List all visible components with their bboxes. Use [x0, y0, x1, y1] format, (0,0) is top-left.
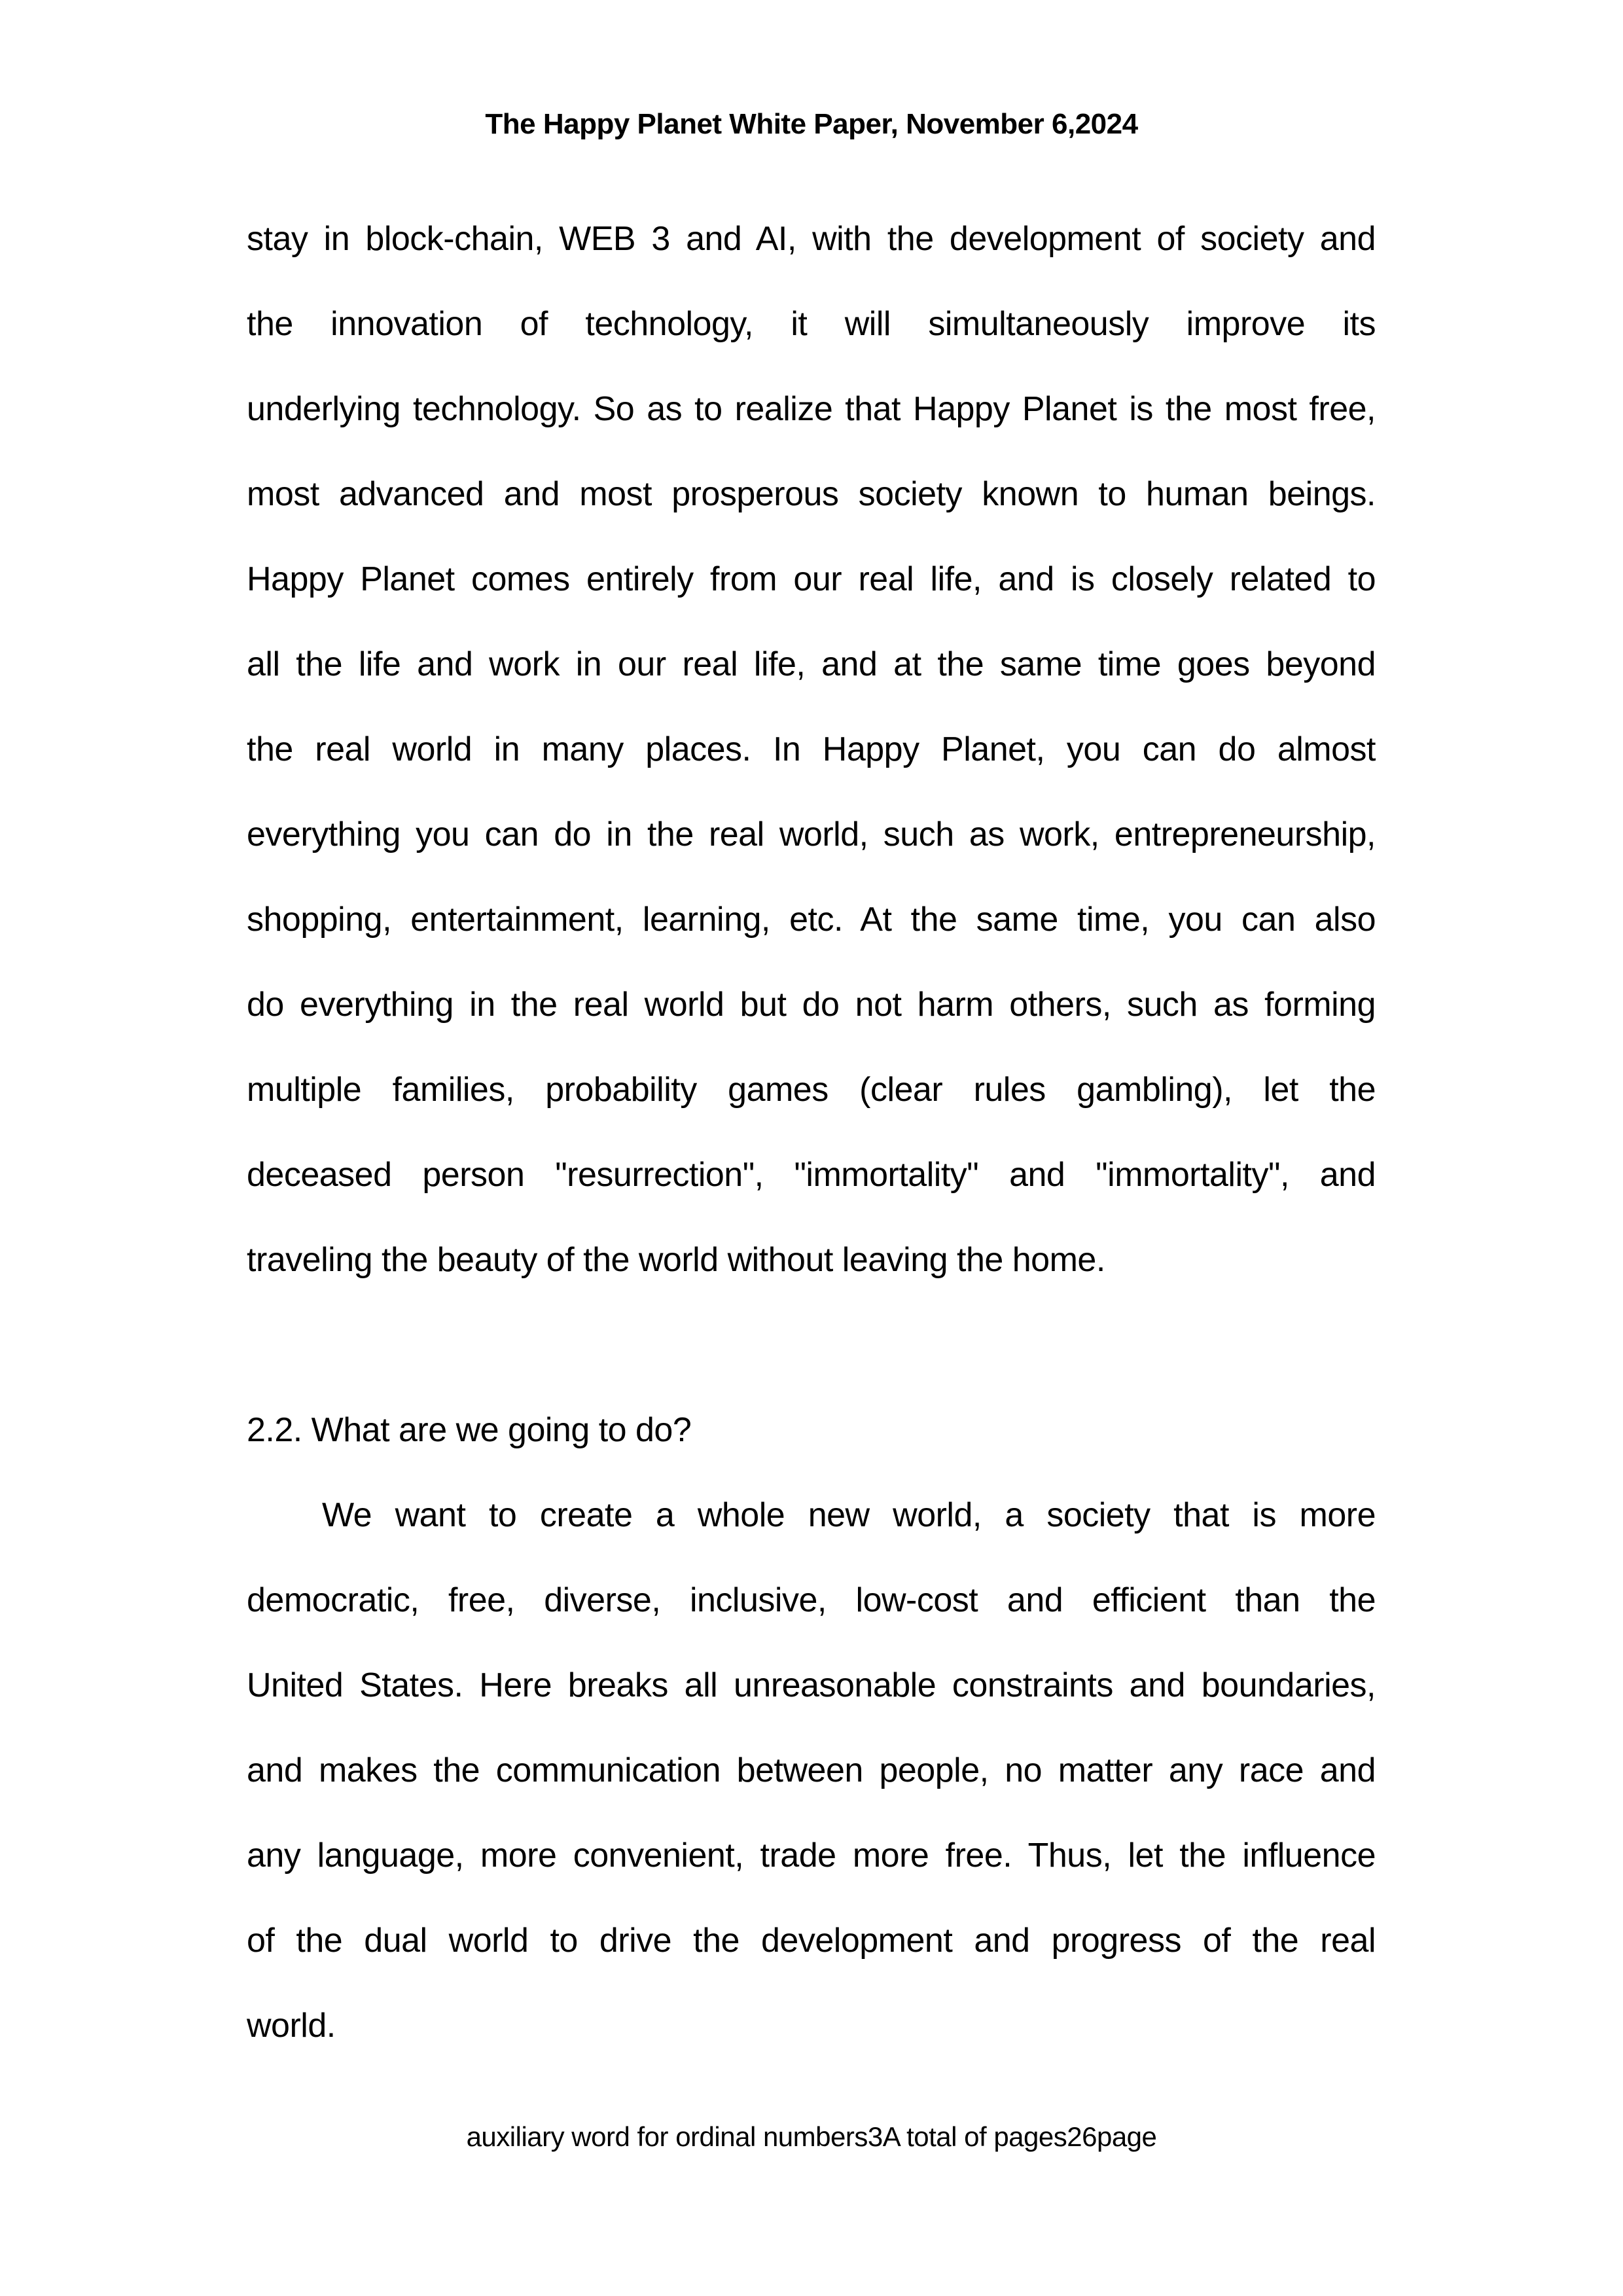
paragraph-line: United States. Here breaks all unreasonable constraints and boundaries, — [247, 1666, 1376, 1704]
paragraph-spacer — [247, 1302, 1376, 1388]
paragraph-line: the innovation of technology, it will simultaneously improve its — [247, 305, 1376, 343]
paragraph-line: do everything in the real world but do not harm others, such as forming — [247, 986, 1376, 1024]
page-body — [247, 196, 1376, 2068]
section-heading: 2.2. What are we going to do? — [247, 1411, 692, 1449]
paragraph-line: any language, more convenient, trade more free. Thus, let the influence — [247, 1837, 1376, 1874]
paragraph-line: all the life and work in our real life, and at the same time goes beyond — [247, 645, 1376, 683]
paragraph-line: Happy Planet comes entirely from our real life, and is closely related to — [247, 560, 1376, 598]
paragraph-line: underlying technology. So as to realize that Happy Planet is the most free, — [247, 390, 1376, 428]
page-footer: auxiliary word for ordinal numbers3A total of pages26page — [466, 2121, 1157, 2152]
paragraph-line: and makes the communication between people, no matter any race and — [247, 1751, 1376, 1789]
paragraph-line: shopping, entertainment, learning, etc. At the same time, you can also — [247, 901, 1376, 939]
paragraph-line: of the dual world to drive the development and progress of the real — [247, 1922, 1376, 1960]
paragraph-1 — [247, 196, 1376, 1302]
paragraph-line: traveling the beauty of the world without leaving the home. — [247, 1241, 1105, 1279]
paragraph-line: stay in block-chain, WEB 3 and AI, with the development of society and — [247, 220, 1376, 258]
paragraph-line: world. — [247, 2007, 336, 2045]
paragraph-2 — [247, 1473, 1376, 2068]
paragraph-line: We want to create a whole new world, a society that is more — [322, 1496, 1376, 1534]
paragraph-line: democratic, free, diverse, inclusive, low-cost and efficient than the — [247, 1581, 1376, 1619]
paragraph-line: deceased person "resurrection", "immortality" and "immortality", and — [247, 1156, 1376, 1194]
paragraph-line: most advanced and most prosperous society known to human beings. — [247, 475, 1376, 513]
paragraph-line: the real world in many places. In Happy Planet, you can do almost — [247, 730, 1376, 768]
paragraph-line: multiple families, probability games (clear rules gambling), let the — [247, 1071, 1376, 1109]
paragraph-line: everything you can do in the real world, such as work, entrepreneurship, — [247, 816, 1376, 853]
page-header: The Happy Planet White Paper, November 6,2024 — [485, 108, 1138, 140]
